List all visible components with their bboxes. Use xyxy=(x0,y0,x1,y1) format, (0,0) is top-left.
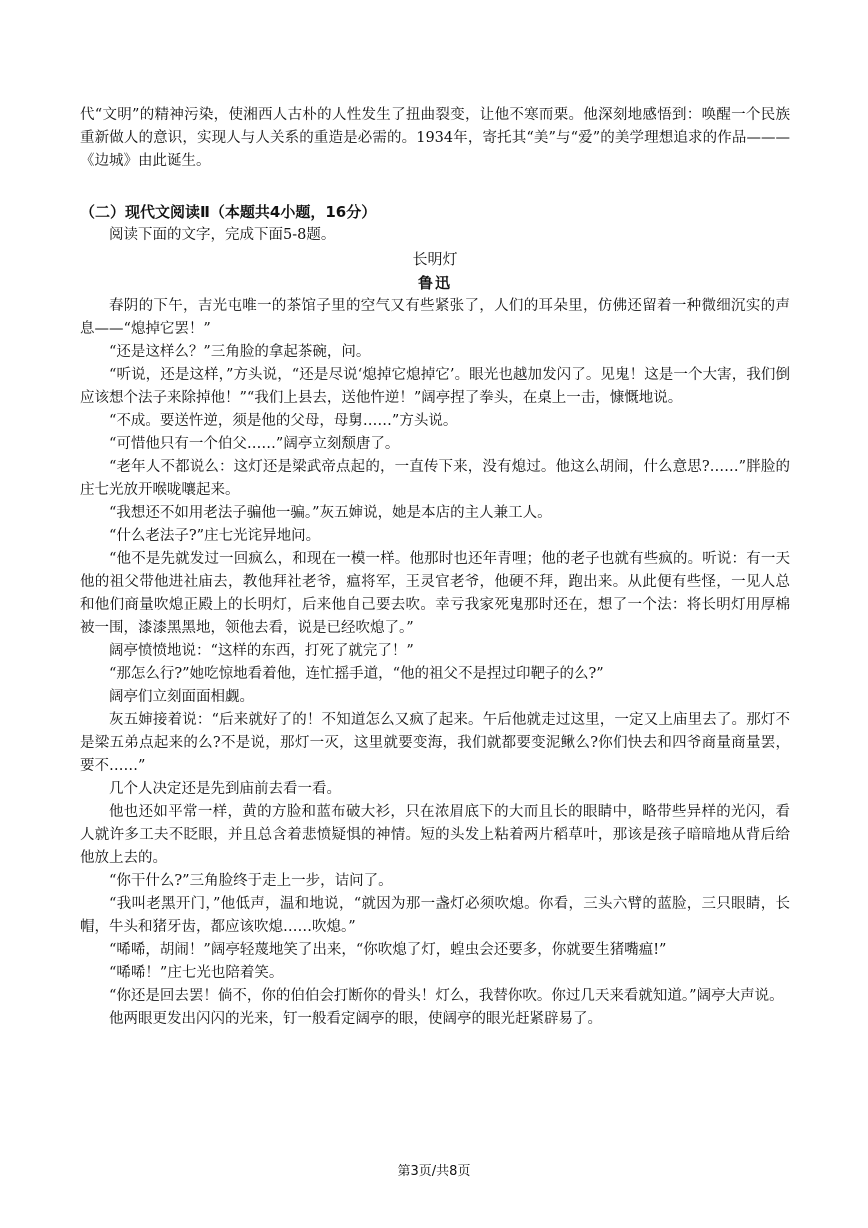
story-author: 鲁迅 xyxy=(417,274,452,292)
story-paragraph: “可惜他只有一个伯父……”阔亭立刻颓唐了。 xyxy=(109,436,400,452)
story-paragraph: “他不是先就发过一回疯么，和现在一模一样。他那时也还年青哩；他的老子也就有些疯的。听说：有一天他的祖父带他进社庙去，教他拜社老爷，瘟将军，王灵官老爷，他硬不拜，跑出来。从此便有些怪，一见人总和他们商量吹熄正殿上的长明灯，后来他自己要去吹。幸亏我家死鬼那时还在，想了一个法：将长明灯用厚棉被一围，漆漆黑黑地，领他去看，说是已经吹熄了。” xyxy=(80,551,790,636)
story-paragraph: “听说，还是这样，”方头说，“还是尽说‘熄掉它熄掉它’。眼光也越加发闪了。见鬼！这是一个大害，我们倒应该想个法子来除掉他！”“我们上县去，送他忤逆！”阔亭捏了拳头，在桌上一击，慷慨地说。 xyxy=(80,367,790,406)
story-paragraph: 他两眼更发出闪闪的光来，钉一般看定阔亭的眼，使阔亭的眼光赶紧辟易了。 xyxy=(109,1011,602,1027)
story-paragraph: “你还是回去罢！倘不，你的伯伯会打断你的骨头！灯么，我替你吹。你过几天来看就知道。”阔亭大声说。 xyxy=(109,988,784,1004)
intro-paragraph: 代“文明”的精神污染，使湘西人古朴的人性发生了扭曲裂变，让他不寒而栗。他深刻地感悟到：唤醒一个民族重新做人的意识，实现人与人关系的重造是必需的。1934年，寄托其“美”与“爱”的美学理想追求的作品———《边城》由此诞生。 xyxy=(80,107,790,169)
story-paragraph: “唏唏，胡闹！”阔亭轻蔑地笑了出来，“你吹熄了灯，蝗虫会还要多，你就要生猪嘴瘟!” xyxy=(109,942,667,958)
story-paragraph: “你干什么?”三角脸终于走上一步，诘问了。 xyxy=(109,873,393,889)
story-paragraph: “唏唏！”庄七光也陪着笑。 xyxy=(109,965,284,981)
document-page xyxy=(80,104,790,1031)
story-paragraph: “我叫老黑开门，”他低声，温和地说，“就因为那一盏灯必须吹熄。你看，三头六臂的蓝脸，三只眼睛，长帽，牛头和猪牙齿，都应该吹熄……吹熄。” xyxy=(80,896,790,935)
story-paragraph: “什么老法子?”庄七光诧异地问。 xyxy=(109,528,321,544)
story-paragraph: 阔亭愤愤地说：“这样的东西，打死了就完了！” xyxy=(109,643,414,659)
instruction-text: 阅读下面的文字，完成下面5-8题。 xyxy=(109,227,336,243)
story-paragraph: “我想还不如用老法子骗他一骗。”灰五婶说，她是本店的主人兼工人。 xyxy=(109,505,552,521)
section-title: （二）现代文阅读Ⅱ（本题共4小题，16分） xyxy=(80,203,377,221)
story-paragraph: 阔亭们立刻面面相觑。 xyxy=(109,689,254,705)
story-paragraph: 几个人决定还是先到庙前去看一看。 xyxy=(109,781,341,797)
story-paragraph: “老年人不都说么：这灯还是梁武帝点起的，一直传下来，没有熄过。他这么胡闹，什么意思?……”胖脸的庄七光放开喉咙嚷起来。 xyxy=(80,459,790,498)
story-body xyxy=(80,295,790,1031)
page-number-footer: 第3页/共8页 xyxy=(397,1164,471,1179)
story-paragraph: 灰五婶接着说：“后来就好了的！不知道怎么又疯了起来。午后他就走过这里，一定又上庙里去了。那灯不是梁五弟点起来的么?不是说，那灯一灭，这里就要变海，我们就都要变泥鳅么?你们快去和四爷商量商量罢，要不……” xyxy=(80,712,790,774)
story-title: 长明灯 xyxy=(412,250,458,268)
story-paragraph: “那怎么行?”她吃惊地看着他，连忙摇手道，“他的祖父不是捏过印靶子的么?” xyxy=(109,666,604,682)
story-paragraph: 他也还如平常一样，黄的方脸和蓝布破大衫，只在浓眉底下的大而且长的眼睛中，略带些异样的光闪，看人就许多工夫不眨眼，并且总含着悲愤疑惧的神情。短的头发上粘着两片稻草叶，那该是孩子暗暗地从背后给他放上去的。 xyxy=(80,804,790,866)
story-paragraph: “还是这样么？”三角脸的拿起茶碗，问。 xyxy=(109,344,371,360)
story-paragraph: 春阴的下午，吉光屯唯一的茶馆子里的空气又有些紧张了，人们的耳朵里，仿佛还留着一种微细沉实的声息——“熄掉它罢！” xyxy=(80,298,790,337)
story-paragraph: “不成。要送忤逆，须是他的父母，母舅……”方头说。 xyxy=(109,413,458,429)
